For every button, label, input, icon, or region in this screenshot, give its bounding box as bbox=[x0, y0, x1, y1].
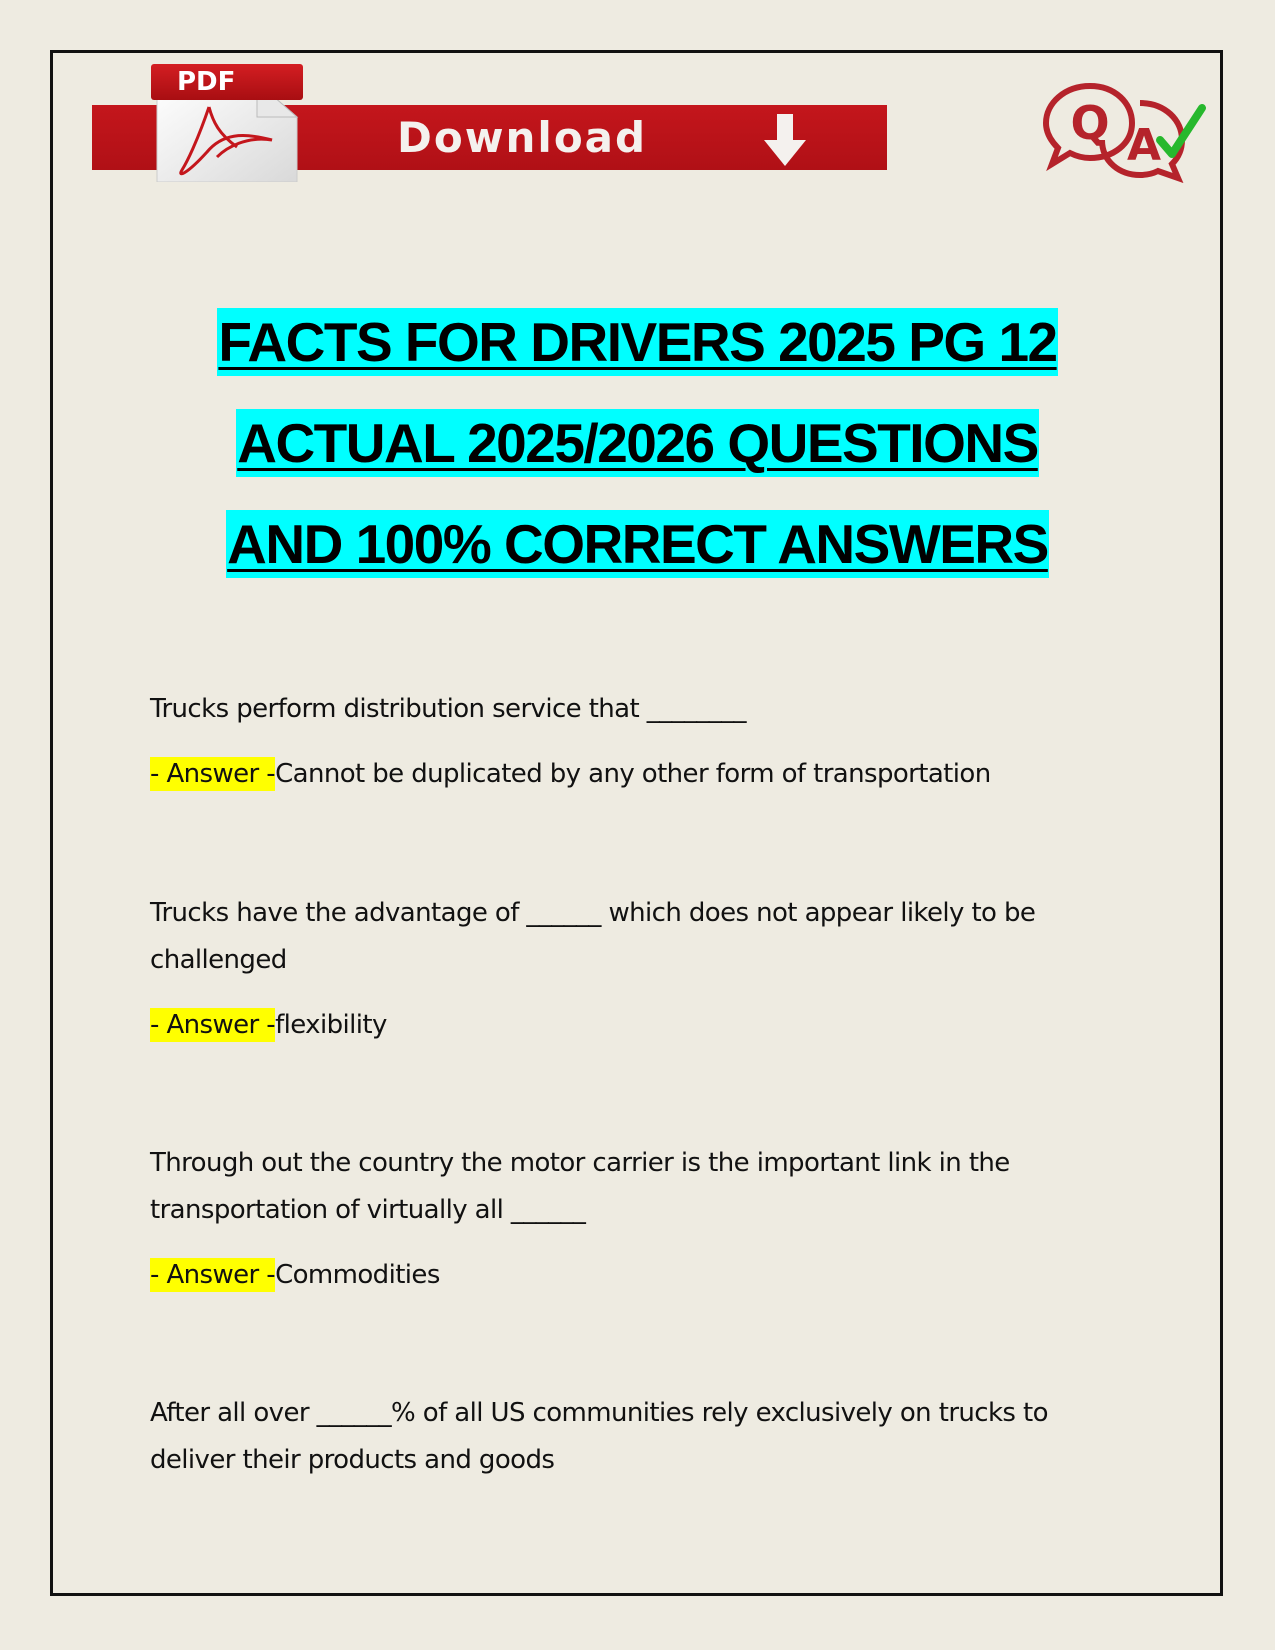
download-label: Download bbox=[397, 113, 648, 162]
answer-text: flexibility bbox=[275, 1010, 387, 1040]
pdf-download-banner[interactable] bbox=[92, 62, 887, 182]
answer-label: - Answer - bbox=[150, 759, 276, 789]
answer-line bbox=[150, 1254, 1130, 1296]
download-arrow-icon bbox=[760, 112, 810, 168]
svg-text:A: A bbox=[1126, 120, 1162, 171]
qa-item-3 bbox=[150, 1140, 1130, 1296]
answer-label: - Answer - bbox=[150, 1260, 276, 1290]
question-text: Trucks perform distribution service that ________ bbox=[150, 694, 746, 724]
page-border bbox=[50, 50, 1223, 1596]
question-text: After all over ______% of all US communities rely exclusively on trucks to deliver their products and goods bbox=[150, 1398, 1048, 1475]
question-text: Through out the country the motor carrier is the important link in the transportation of virtually all ______ bbox=[150, 1148, 1010, 1225]
svg-text:Q: Q bbox=[1070, 96, 1110, 150]
title-line-3: AND 100% CORRECT ANSWERS bbox=[226, 510, 1049, 578]
answer-text: Commodities bbox=[275, 1260, 440, 1290]
title-line-1: FACTS FOR DRIVERS 2025 PG 12 bbox=[217, 308, 1057, 376]
answer-label: - Answer - bbox=[150, 1010, 276, 1040]
answer-text: Cannot be duplicated by any other form of transportation bbox=[275, 759, 991, 789]
qa-item-1 bbox=[150, 686, 1130, 795]
title-line-2: ACTUAL 2025/2026 QUESTIONS bbox=[236, 409, 1039, 477]
qa-item-4 bbox=[150, 1390, 1130, 1484]
document-title bbox=[0, 308, 1275, 611]
question-text: Trucks have the advantage of ______ which does not appear likely to be challenged bbox=[150, 898, 1036, 975]
qa-item-2 bbox=[150, 890, 1130, 1046]
answer-line bbox=[150, 753, 1130, 795]
answer-line bbox=[150, 1004, 1130, 1046]
qa-check-logo bbox=[1040, 78, 1215, 183]
pdf-file-icon bbox=[147, 62, 307, 182]
pdf-tag: PDF bbox=[151, 64, 303, 100]
